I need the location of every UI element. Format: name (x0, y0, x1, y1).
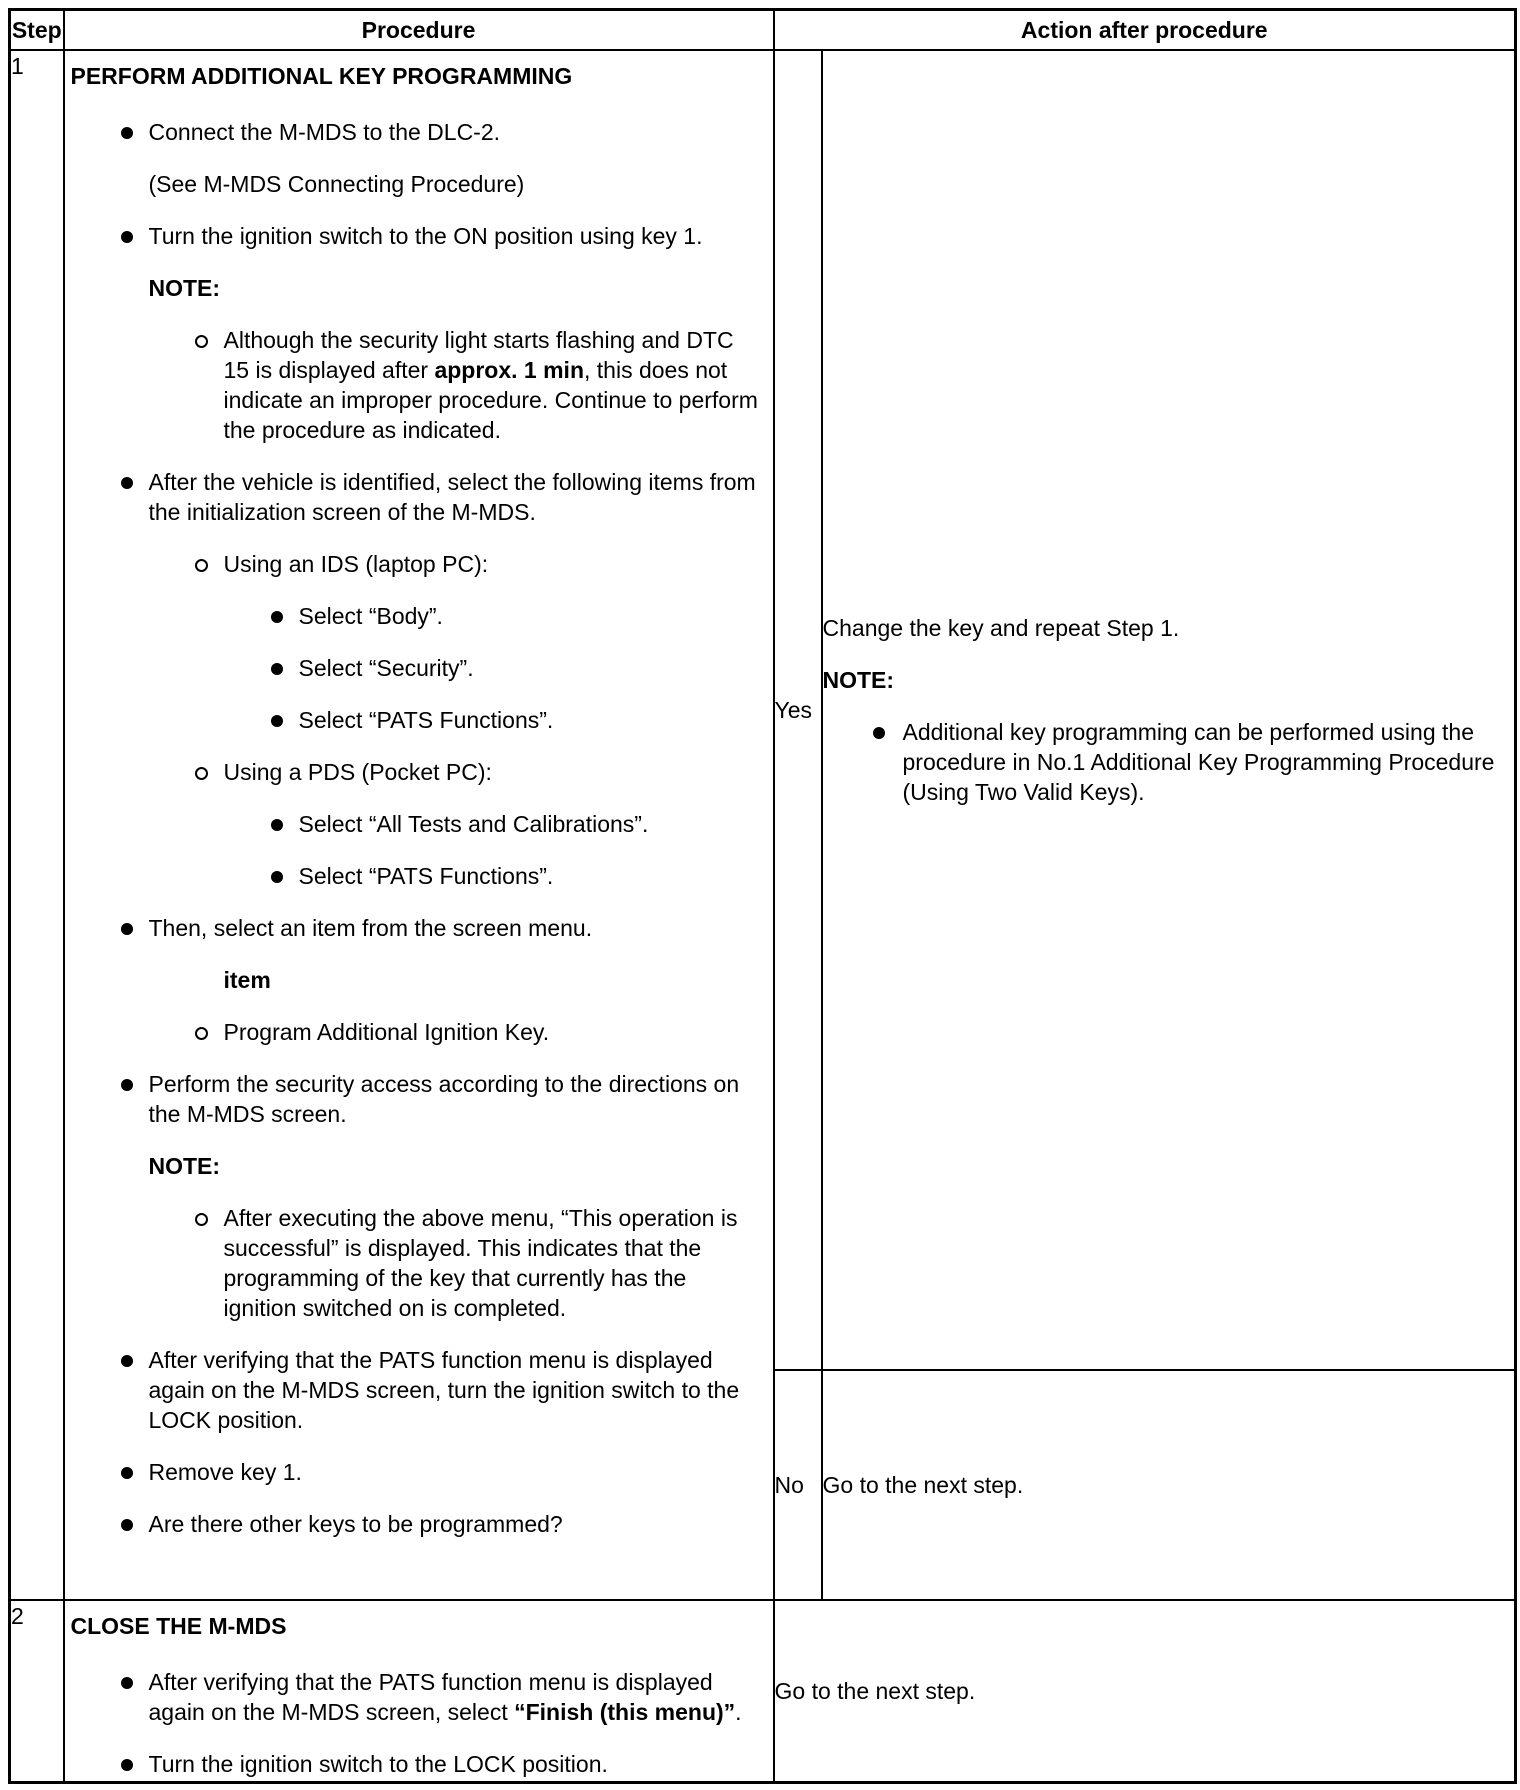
step1-ids-item: Select “Body”. (71, 601, 763, 631)
step2-bullet-1-pre: After verifying that the PATS function menu is displayed again on the M-MDS screen, select (148, 1669, 713, 1725)
step1-no-label: No (774, 1370, 822, 1600)
step1-bullet-6: After verifying that the PATS function menu is displayed again on the M-MDS screen, turn the ignition switch to the LOCK position. (71, 1345, 763, 1435)
step2-row (10, 1600, 1516, 1783)
header-action: Action after procedure (774, 10, 1516, 51)
step2-bullet-1-bold: “Finish (this menu)” (514, 1699, 736, 1725)
step2-bullet-1 (71, 1667, 763, 1727)
step2-bullet-1-post: . (735, 1699, 742, 1725)
step1-note-1-pre: Although the security light starts flashing and DTC 15 is displayed after (223, 327, 734, 383)
step1-bullet-1: Connect the M-MDS to the DLC-2. (71, 117, 763, 147)
step2-action: Go to the next step. (774, 1600, 1516, 1783)
step1-bullet-2: Turn the ignition switch to the ON position using key 1. (71, 221, 763, 251)
step1-yes-note: Additional key programming can be performed using the procedure in No.1 Additional Key Programming Procedure (Using Two Valid Keys). (823, 717, 1515, 807)
step1-bullet-7: Remove key 1. (71, 1457, 763, 1487)
step1-ids-item: Select “Security”. (71, 653, 763, 683)
step2-content (65, 1667, 773, 1779)
step1-yes-action-text: Change the key and repeat Step 1. (822, 615, 1180, 641)
step2-number: 2 (10, 1600, 64, 1783)
step1-ids-item: Select “PATS Functions”. (71, 705, 763, 735)
step1-note-2: After executing the above menu, “This operation is successful” is displayed. This indicates that the programming of the key that currently has the ignition switched on is completed. (71, 1203, 763, 1323)
step1-pds-item: Select “All Tests and Calibrations”. (71, 809, 763, 839)
step1-pds-item: Select “PATS Functions”. (71, 861, 763, 891)
step2-procedure (64, 1600, 774, 1783)
step1-bullet-8: Are there other keys to be programmed? (71, 1509, 763, 1539)
step1-no-action: Go to the next step. (822, 1370, 1516, 1600)
step1-pds-label: Using a PDS (Pocket PC): (71, 757, 763, 787)
header-row (10, 10, 1516, 51)
step2-bullet-2: Turn the ignition switch to the LOCK position. (71, 1749, 763, 1779)
step1-note-1 (71, 325, 763, 445)
header-step: Step (10, 10, 64, 51)
step1-number: 1 (10, 50, 64, 1600)
step1-note2-label: NOTE: (148, 1153, 221, 1179)
step1-row-yes (10, 50, 1516, 1370)
step1-note-1-bold: approx. 1 min (434, 357, 584, 383)
step1-item-value: Program Additional Ignition Key. (71, 1017, 763, 1047)
step1-note-1-post: , this does not indicate an improper procedure. Continue to perform the procedure as indicated. (223, 357, 758, 443)
step1-content (65, 117, 773, 1539)
step1-title: PERFORM ADDITIONAL KEY PROGRAMMING (70, 63, 573, 89)
procedure-table (8, 8, 1517, 1784)
step1-bullet-3: After the vehicle is identified, select the following items from the initialization screen of the M-MDS. (71, 467, 763, 527)
step1-item-label: item (223, 967, 271, 993)
step1-ids-label: Using an IDS (laptop PC): (71, 549, 763, 579)
step1-bullet-1-sub: (See M-MDS Connecting Procedure) (148, 171, 525, 197)
step1-yes-action (822, 50, 1516, 1370)
step2-title: CLOSE THE M-MDS (70, 1613, 287, 1639)
step1-bullet-5: Perform the security access according to the directions on the M-MDS screen. (71, 1069, 763, 1129)
step1-yes-note-label: NOTE: (822, 667, 895, 693)
step1-yes-label: Yes (774, 50, 822, 1370)
step1-bullet-4: Then, select an item from the screen menu. (71, 913, 763, 943)
step1-procedure (64, 50, 774, 1600)
header-procedure: Procedure (64, 10, 774, 51)
step1-note-label: NOTE: (148, 275, 221, 301)
